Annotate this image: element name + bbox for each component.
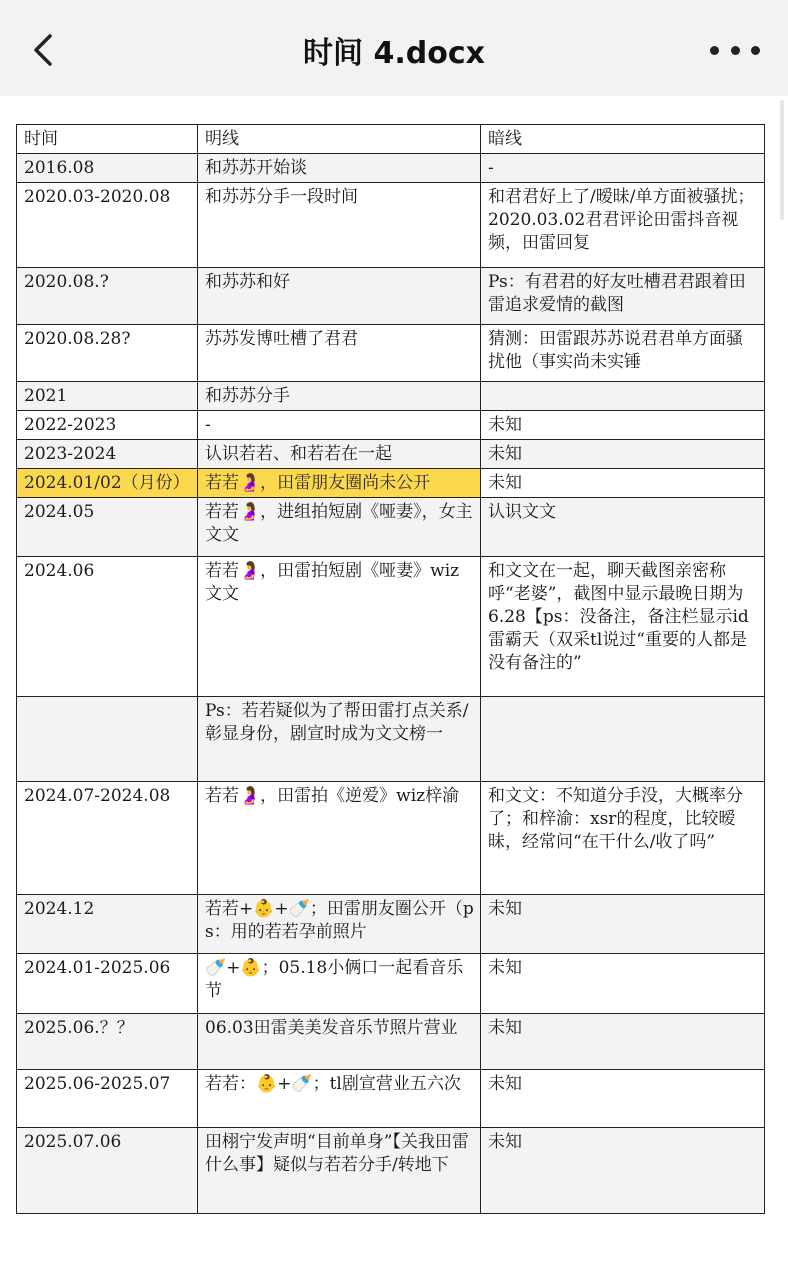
hidden-line-cell: 未知: [481, 1070, 765, 1128]
time-cell: 2021: [17, 382, 198, 411]
timeline-table: [16, 124, 765, 1214]
hidden-line-cell: 未知: [481, 1128, 765, 1214]
scrollbar[interactable]: [780, 100, 784, 220]
table-row: [17, 382, 765, 411]
hidden-line-cell: 未知: [481, 895, 765, 954]
main-line-cell: 和苏苏分手一段时间: [198, 183, 481, 268]
time-cell: 2024.01/02（月份）: [17, 469, 198, 498]
hidden-line-cell: 和文文：不知道分手没，大概率分了；和梓渝：xsr的程度，比较暧昧，经常问“在干什么/收了吗”: [481, 782, 765, 895]
time-cell: 2020.08.28?: [17, 325, 198, 382]
column-header-hidden-line: 暗线: [481, 125, 765, 154]
document-title: 时间 4.docx: [303, 36, 485, 71]
table-row: [17, 268, 765, 325]
table-row: [17, 1128, 765, 1214]
column-header-time: 时间: [17, 125, 198, 154]
hidden-line-cell: 和君君好上了/暧昧/单方面被骚扰；2020.03.02君君评论田雷抖音视频，田雷回复: [481, 183, 765, 268]
main-line-cell: 认识若若、和若若在一起: [198, 440, 481, 469]
main-line-cell: 06.03田雷美美发音乐节照片营业: [198, 1014, 481, 1070]
time-cell: 2024.07-2024.08: [17, 782, 198, 895]
table-row-highlighted: [17, 469, 765, 498]
table-row: [17, 1014, 765, 1070]
main-line-cell: -: [198, 411, 481, 440]
time-cell: 2025.07.06: [17, 1128, 198, 1214]
main-line-cell: Ps：若若疑似为了帮田雷打点关系/彰显身份，剧宣时成为文文榜一: [198, 697, 481, 782]
time-cell: 2025.06.？？: [17, 1014, 198, 1070]
time-cell: [17, 697, 198, 782]
main-line-cell: 若若🤰，进组拍短剧《哑妻》，女主文文: [198, 498, 481, 557]
hidden-line-cell: Ps：有君君的好友吐槽君君跟着田雷追求爱情的截图: [481, 268, 765, 325]
table-row: [17, 697, 765, 782]
main-line-cell: 🍼+👶；05.18小俩口一起看音乐节: [198, 954, 481, 1014]
hidden-line-cell: [481, 697, 765, 782]
main-line-cell: 和苏苏开始谈: [198, 154, 481, 183]
hidden-line-cell: 未知: [481, 440, 765, 469]
table-row: [17, 557, 765, 697]
hidden-line-cell: 认识文文: [481, 498, 765, 557]
table-row: [17, 440, 765, 469]
top-bar: [0, 0, 788, 96]
main-line-cell: 若若🤰，田雷拍《逆爱》wiz梓渝: [198, 782, 481, 895]
time-cell: 2024.06: [17, 557, 198, 697]
hidden-line-cell: 未知: [481, 469, 765, 498]
main-line-cell: 若若🤰，田雷朋友圈尚未公开: [198, 469, 481, 498]
time-cell: 2024.05: [17, 498, 198, 557]
time-cell: 2024.12: [17, 895, 198, 954]
table-row: [17, 782, 765, 895]
more-options-button[interactable]: [710, 30, 760, 70]
hidden-line-cell: [481, 382, 765, 411]
table-row: [17, 183, 765, 268]
table-row: [17, 895, 765, 954]
time-cell: 2024.01-2025.06: [17, 954, 198, 1014]
hidden-line-cell: 未知: [481, 1014, 765, 1070]
time-cell: 2020.08.?: [17, 268, 198, 325]
table-row: [17, 954, 765, 1014]
main-line-cell: 若若：👶+🍼；tl剧宣营业五六次: [198, 1070, 481, 1128]
hidden-line-cell: 和文文在一起，聊天截图亲密称呼“老婆”，截图中显示最晚日期为6.28【ps：没备注，备注栏显示id雷霸天（双采tl说过“重要的人都是没有备注的”: [481, 557, 765, 697]
table-row: [17, 498, 765, 557]
hidden-line-cell: -: [481, 154, 765, 183]
main-line-cell: 若若🤰，田雷拍短剧《哑妻》wiz文文: [198, 557, 481, 697]
more-dots-icon: [710, 46, 719, 55]
table-row: [17, 411, 765, 440]
table-row: [17, 1070, 765, 1128]
time-cell: 2020.03-2020.08: [17, 183, 198, 268]
table-header-row: [17, 125, 765, 154]
time-cell: 2022-2023: [17, 411, 198, 440]
main-line-cell: 若若+👶+🍼；田雷朋友圈公开（ps：用的若若孕前照片: [198, 895, 481, 954]
main-line-cell: 和苏苏和好: [198, 268, 481, 325]
table-row: [17, 154, 765, 183]
time-cell: 2016.08: [17, 154, 198, 183]
hidden-line-cell: 猜测：田雷跟苏苏说君君单方面骚扰他（事实尚未实锤: [481, 325, 765, 382]
main-line-cell: 和苏苏分手: [198, 382, 481, 411]
hidden-line-cell: 未知: [481, 411, 765, 440]
main-line-cell: 苏苏发博吐槽了君君: [198, 325, 481, 382]
time-cell: 2025.06-2025.07: [17, 1070, 198, 1128]
main-line-cell: 田栩宁发声明“目前单身”【关我田雷什么事】疑似与若若分手/转地下: [198, 1128, 481, 1214]
table-row: [17, 325, 765, 382]
more-dots-icon: [731, 46, 740, 55]
hidden-line-cell: 未知: [481, 954, 765, 1014]
column-header-main-line: 明线: [198, 125, 481, 154]
time-cell: 2023-2024: [17, 440, 198, 469]
more-dots-icon: [751, 46, 760, 55]
